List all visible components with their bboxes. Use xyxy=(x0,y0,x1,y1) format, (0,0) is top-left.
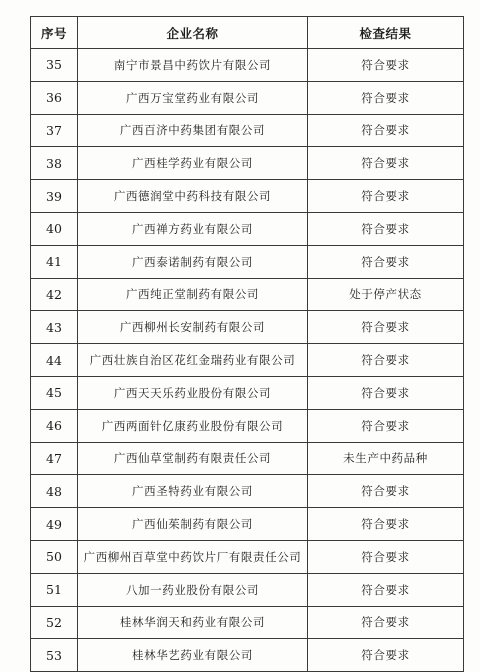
company-name-cell: 桂林华润天和药业有限公司 xyxy=(78,606,308,639)
table-row xyxy=(31,344,464,377)
inspection-result-cell: 符合要求 xyxy=(308,540,464,573)
column-header-company-name: 企业名称 xyxy=(78,17,308,49)
company-name-cell: 广西仙草堂制药有限责任公司 xyxy=(78,442,308,475)
serial-number-cell: 35 xyxy=(31,49,78,82)
serial-number-cell: 49 xyxy=(31,508,78,541)
table-row xyxy=(31,212,464,245)
inspection-result-cell: 处于停产状态 xyxy=(308,278,464,311)
serial-number-cell: 52 xyxy=(31,606,78,639)
company-name-cell: 八加一药业股份有限公司 xyxy=(78,573,308,606)
company-name-cell: 广西圣特药业有限公司 xyxy=(78,475,308,508)
inspection-result-cell: 符合要求 xyxy=(308,212,464,245)
column-header-serial-number: 序号 xyxy=(31,17,78,49)
column-header-inspection-result: 检查结果 xyxy=(308,17,464,49)
table-row xyxy=(31,639,464,672)
company-name-cell: 广西柳州百草堂中药饮片厂有限责任公司 xyxy=(78,540,308,573)
table-body xyxy=(31,49,464,672)
inspection-result-cell: 符合要求 xyxy=(308,508,464,541)
company-name-cell: 广西柳州长安制药有限公司 xyxy=(78,311,308,344)
table-row xyxy=(31,409,464,442)
company-name-cell: 桂林华艺药业有限公司 xyxy=(78,639,308,672)
table-row xyxy=(31,475,464,508)
company-name-cell: 广西桂学药业有限公司 xyxy=(78,147,308,180)
serial-number-cell: 41 xyxy=(31,245,78,278)
company-name-cell: 广西两面针亿康药业股份有限公司 xyxy=(78,409,308,442)
serial-number-cell: 50 xyxy=(31,540,78,573)
company-name-cell: 广西德润堂中药科技有限公司 xyxy=(78,180,308,213)
table-row xyxy=(31,114,464,147)
table-row xyxy=(31,180,464,213)
table-header-row xyxy=(31,17,464,49)
company-name-cell: 广西仙茱制药有限公司 xyxy=(78,508,308,541)
serial-number-cell: 42 xyxy=(31,278,78,311)
table-row xyxy=(31,573,464,606)
table-row xyxy=(31,81,464,114)
table-header xyxy=(31,17,464,49)
company-name-cell: 广西禅方药业有限公司 xyxy=(78,212,308,245)
inspection-results-table xyxy=(30,16,464,672)
company-name-cell: 广西壮族自治区花红金瑞药业有限公司 xyxy=(78,344,308,377)
inspection-result-cell: 符合要求 xyxy=(308,376,464,409)
company-name-cell: 南宁市景昌中药饮片有限公司 xyxy=(78,49,308,82)
inspection-result-cell: 符合要求 xyxy=(308,81,464,114)
inspection-result-cell: 符合要求 xyxy=(308,475,464,508)
inspection-result-cell: 符合要求 xyxy=(308,311,464,344)
inspection-result-cell: 符合要求 xyxy=(308,639,464,672)
serial-number-cell: 37 xyxy=(31,114,78,147)
company-name-cell: 广西天天乐药业股份有限公司 xyxy=(78,376,308,409)
inspection-result-cell: 符合要求 xyxy=(308,344,464,377)
company-name-cell: 广西纯正堂制药有限公司 xyxy=(78,278,308,311)
inspection-result-cell: 符合要求 xyxy=(308,409,464,442)
inspection-result-cell: 符合要求 xyxy=(308,180,464,213)
table-row xyxy=(31,540,464,573)
serial-number-cell: 53 xyxy=(31,639,78,672)
serial-number-cell: 45 xyxy=(31,376,78,409)
table-row xyxy=(31,606,464,639)
serial-number-cell: 46 xyxy=(31,409,78,442)
table-row xyxy=(31,147,464,180)
table-row xyxy=(31,442,464,475)
inspection-result-cell: 符合要求 xyxy=(308,147,464,180)
inspection-result-cell: 符合要求 xyxy=(308,49,464,82)
table-row xyxy=(31,376,464,409)
table-row xyxy=(31,311,464,344)
table-row xyxy=(31,278,464,311)
serial-number-cell: 36 xyxy=(31,81,78,114)
table-row xyxy=(31,245,464,278)
serial-number-cell: 39 xyxy=(31,180,78,213)
inspection-result-cell: 未生产中药品种 xyxy=(308,442,464,475)
serial-number-cell: 44 xyxy=(31,344,78,377)
inspection-result-cell: 符合要求 xyxy=(308,573,464,606)
table-row xyxy=(31,508,464,541)
company-name-cell: 广西万宝堂药业有限公司 xyxy=(78,81,308,114)
company-name-cell: 广西泰诺制药有限公司 xyxy=(78,245,308,278)
inspection-result-cell: 符合要求 xyxy=(308,606,464,639)
table-row xyxy=(31,49,464,82)
serial-number-cell: 47 xyxy=(31,442,78,475)
serial-number-cell: 43 xyxy=(31,311,78,344)
serial-number-cell: 51 xyxy=(31,573,78,606)
serial-number-cell: 40 xyxy=(31,212,78,245)
serial-number-cell: 48 xyxy=(31,475,78,508)
inspection-result-cell: 符合要求 xyxy=(308,245,464,278)
company-name-cell: 广西百济中药集团有限公司 xyxy=(78,114,308,147)
serial-number-cell: 38 xyxy=(31,147,78,180)
inspection-result-cell: 符合要求 xyxy=(308,114,464,147)
